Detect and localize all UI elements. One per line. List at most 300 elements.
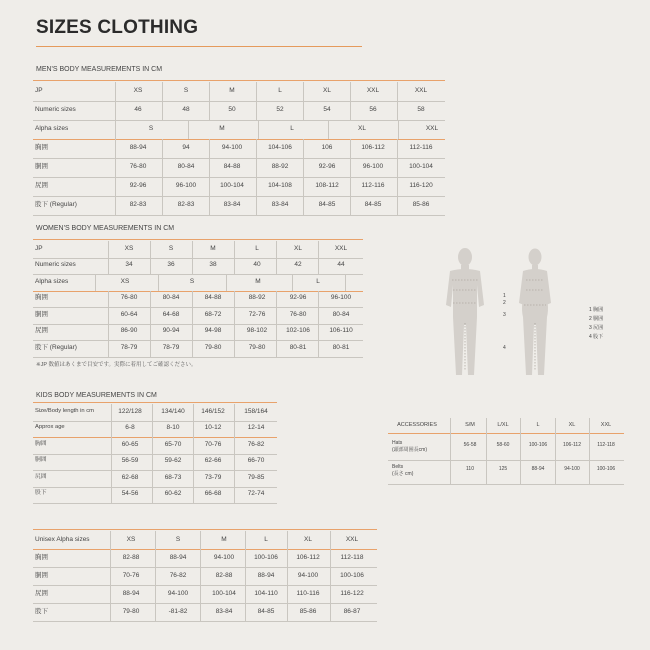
- table-cell: 90-94: [162, 327, 180, 335]
- table-cell: S: [183, 87, 189, 94]
- column-divider: [318, 324, 319, 341]
- column-divider: [200, 549, 201, 567]
- column-divider: [350, 158, 351, 177]
- row-label: Size/Body length in cm: [35, 407, 94, 414]
- column-divider: [150, 340, 151, 357]
- table-cell: S: [148, 125, 154, 132]
- table-cell: 82-88: [215, 571, 233, 579]
- column-divider: [111, 454, 112, 471]
- table-cell: 78-79: [162, 343, 180, 351]
- column-divider: [162, 139, 163, 158]
- table-cell: -81-82: [168, 607, 188, 615]
- table-cell: 76-80: [120, 294, 138, 302]
- column-divider: [398, 120, 399, 139]
- table-top-rule: [33, 402, 277, 403]
- table-cell: 106-110: [329, 327, 353, 335]
- column-divider: [108, 258, 109, 275]
- table-cell: 38: [209, 261, 217, 269]
- row-divider: [33, 101, 445, 102]
- column-divider: [256, 196, 257, 215]
- table-cell: 78-79: [120, 343, 138, 351]
- column-divider: [155, 549, 156, 567]
- column-divider: [200, 603, 201, 621]
- column-divider: [193, 404, 194, 421]
- table-cell: 85-86: [412, 201, 430, 208]
- row-label: Unisex Alpha sizes: [35, 535, 90, 543]
- column-divider: [276, 307, 277, 324]
- row-divider: [33, 470, 277, 471]
- table-cell: 88-92: [271, 163, 289, 170]
- row-label: 胴囲: [35, 163, 48, 170]
- column-divider: [111, 470, 112, 487]
- accessories-cell: 88-94: [531, 466, 545, 472]
- table-cell: 70-76: [204, 440, 222, 448]
- table-cell: 92-96: [129, 182, 147, 189]
- table-cell: 82-83: [177, 201, 195, 208]
- column-divider: [209, 139, 210, 158]
- column-divider: [152, 404, 153, 421]
- column-divider: [303, 82, 304, 101]
- table-cell: 8-10: [166, 424, 180, 432]
- column-divider: [192, 307, 193, 324]
- table-cell: 76-80: [289, 310, 307, 318]
- table-cell: L: [264, 535, 268, 543]
- column-divider: [234, 340, 235, 357]
- table-cell: 108-112: [315, 182, 339, 189]
- table-cell: 54: [323, 106, 331, 113]
- column-divider: [245, 603, 246, 621]
- table-cell: S: [175, 535, 181, 543]
- table-cell: XXL: [414, 87, 428, 94]
- table-cell: 73-79: [204, 473, 222, 481]
- row-label: JP: [35, 244, 43, 252]
- table-cell: 68-73: [164, 473, 182, 481]
- column-divider: [397, 139, 398, 158]
- table-cell: 68-72: [204, 310, 222, 318]
- table-cell: 84-88: [223, 163, 241, 170]
- table-cell: 80-81: [332, 343, 350, 351]
- column-divider: [152, 437, 153, 454]
- table-cell: 84-88: [204, 294, 222, 302]
- table-cell: 58: [417, 106, 425, 113]
- table-cell: 72-76: [248, 310, 266, 318]
- column-divider: [397, 82, 398, 101]
- column-divider: [234, 241, 235, 258]
- row-label: 股下: [35, 607, 48, 615]
- column-divider: [150, 258, 151, 275]
- table-cell: 106-112: [296, 553, 320, 561]
- table-cell: 42: [294, 261, 302, 269]
- column-divider: [345, 274, 346, 291]
- column-divider: [276, 291, 277, 308]
- row-divider: [33, 567, 377, 568]
- table-cell: XS: [126, 535, 136, 543]
- column-divider: [200, 531, 201, 549]
- column-divider: [258, 120, 259, 139]
- accessories-cell: 125: [498, 466, 508, 472]
- column-divider: [276, 324, 277, 341]
- accessories-col-header: L/XL: [497, 422, 509, 428]
- column-divider: [397, 101, 398, 120]
- table-cell: 100-104: [212, 589, 236, 597]
- table-cell: 92-96: [318, 163, 336, 170]
- column-divider: [234, 324, 235, 341]
- column-divider: [115, 177, 116, 196]
- column-divider: [318, 291, 319, 308]
- column-divider: [155, 603, 156, 621]
- table-cell: 100-104: [409, 163, 433, 170]
- table-cell: 60-62: [164, 490, 182, 498]
- column-divider: [111, 421, 112, 438]
- column-divider: [256, 101, 257, 120]
- accessories-cell: 100-106: [596, 466, 616, 472]
- table-cell: 112-116: [361, 182, 385, 189]
- column-divider: [152, 454, 153, 471]
- row-label: JP: [35, 87, 43, 94]
- row-divider: [33, 340, 363, 341]
- column-divider: [330, 567, 331, 585]
- table-cell: 56: [369, 106, 377, 113]
- table-cell: 59-62: [164, 457, 182, 465]
- column-divider: [245, 531, 246, 549]
- table-cell: XXL: [366, 87, 380, 94]
- column-divider: [95, 274, 96, 291]
- accessories-col-header: S/M: [465, 422, 475, 428]
- column-divider: [200, 585, 201, 603]
- row-label: Approx age: [35, 424, 65, 431]
- column-divider: [192, 340, 193, 357]
- column-divider: [234, 454, 235, 471]
- column-divider: [234, 487, 235, 504]
- table-top-rule: [33, 529, 377, 530]
- column-divider: [152, 470, 153, 487]
- table-cell: M: [255, 277, 261, 285]
- row-divider: [33, 603, 377, 604]
- column-divider: [209, 196, 210, 215]
- table-cell: 102-106: [286, 327, 310, 335]
- column-divider: [256, 82, 257, 101]
- accessories-cell: 106-112: [563, 442, 581, 448]
- column-divider: [328, 120, 329, 139]
- table-cell: 72-74: [247, 490, 265, 498]
- column-divider: [192, 258, 193, 275]
- column-divider: [150, 241, 151, 258]
- table-cell: XXL: [345, 535, 359, 543]
- column-divider: [318, 241, 319, 258]
- table-cell: 83-84: [271, 201, 289, 208]
- table-cell: XXL: [334, 244, 348, 252]
- table-cell: 56-59: [121, 457, 139, 465]
- table-cell: 112-116: [409, 144, 433, 151]
- table-cell: 82-88: [122, 553, 140, 561]
- column-divider: [292, 274, 293, 291]
- table-cell: 54-56: [121, 490, 139, 498]
- column-divider: [303, 177, 304, 196]
- table-cell: 80-84: [162, 294, 180, 302]
- table-cell: 36: [167, 261, 175, 269]
- column-divider: [192, 324, 193, 341]
- table-cell: M: [221, 535, 227, 543]
- accessories-col-header: XL: [568, 422, 576, 428]
- table-cell: 94-100: [221, 144, 243, 151]
- column-divider: [162, 196, 163, 215]
- column-divider: [150, 291, 151, 308]
- page-title: SIZES CLOTHING: [36, 17, 199, 38]
- accessories-col-header: XXL: [600, 422, 612, 428]
- column-divider: [158, 274, 159, 291]
- column-divider: [256, 158, 257, 177]
- table-cell: 104-106: [268, 144, 292, 151]
- column-divider: [115, 139, 116, 158]
- figure-marker-3: 3: [503, 312, 506, 318]
- table-cell: 116-122: [340, 589, 364, 597]
- table-cell: 76-82: [169, 571, 187, 579]
- row-divider: [33, 215, 445, 216]
- table-cell: XL: [294, 244, 302, 252]
- column-divider: [234, 470, 235, 487]
- column-divider: [150, 324, 151, 341]
- column-divider: [155, 567, 156, 585]
- column-divider: [108, 241, 109, 258]
- column-divider: [209, 101, 210, 120]
- column-divider: [303, 158, 304, 177]
- table-cell: 88-94: [129, 144, 147, 151]
- table-cell: 96-100: [362, 163, 384, 170]
- accessories-cell: 112-118: [597, 442, 615, 448]
- column-divider: [209, 82, 210, 101]
- column-divider: [303, 196, 304, 215]
- row-label: 股下 (Regular): [35, 343, 77, 351]
- column-divider: [108, 291, 109, 308]
- table-cell: 60-64: [120, 310, 138, 318]
- table-cell: 80-84: [177, 163, 195, 170]
- table-cell: 79-80: [122, 607, 140, 615]
- row-label: 胸囲: [35, 553, 48, 561]
- table-cell: XS: [124, 244, 134, 252]
- column-divider: [350, 139, 351, 158]
- column-divider: [209, 158, 210, 177]
- row-label: Alpha sizes: [35, 125, 69, 132]
- column-divider: [318, 307, 319, 324]
- women-heading: WOMEN'S BODY MEASUREMENTS IN CM: [36, 225, 175, 232]
- accessories-col-header: L: [536, 422, 540, 428]
- column-divider: [226, 274, 227, 291]
- row-divider: [33, 621, 377, 622]
- table-cell: 46: [134, 106, 142, 113]
- column-divider: [330, 549, 331, 567]
- table-cell: 80-84: [332, 310, 350, 318]
- column-divider: [110, 549, 111, 567]
- table-top-rule: [33, 80, 445, 81]
- row-label: 股下: [35, 490, 47, 497]
- column-divider: [193, 470, 194, 487]
- table-cell: 66-68: [204, 490, 222, 498]
- figure-marker-4: 4: [503, 345, 506, 351]
- column-divider: [162, 101, 163, 120]
- table-cell: 83-84: [223, 201, 241, 208]
- column-divider: [256, 177, 257, 196]
- table-cell: 88-92: [248, 294, 266, 302]
- table-cell: M: [210, 244, 216, 252]
- accessories-row-divider: [388, 484, 624, 485]
- table-cell: 94-100: [167, 589, 189, 597]
- row-label: 尻囲: [35, 473, 47, 480]
- column-divider: [115, 101, 116, 120]
- table-cell: L: [290, 125, 294, 132]
- table-cell: 116-120: [409, 182, 433, 189]
- row-label: 股下 (Regular): [35, 201, 77, 208]
- row-divider: [33, 585, 377, 586]
- column-divider: [162, 177, 163, 196]
- row-divider: [33, 177, 445, 178]
- table-cell: M: [219, 125, 225, 132]
- row-divider: [33, 258, 363, 259]
- table-cell: 104-110: [254, 589, 278, 597]
- column-divider: [162, 82, 163, 101]
- accessories-column-divider: [486, 418, 487, 484]
- column-divider: [200, 567, 201, 585]
- table-cell: XS: [133, 87, 143, 94]
- table-cell: 80-81: [289, 343, 307, 351]
- table-cell: XS: [120, 277, 130, 285]
- table-cell: 96-100: [175, 182, 197, 189]
- table-cell: L: [278, 87, 282, 94]
- figure-marker-1: 1: [503, 293, 506, 299]
- column-divider: [152, 487, 153, 504]
- row-label: 胴囲: [35, 310, 48, 318]
- table-cell: 34: [125, 261, 133, 269]
- accessories-cell: 94-100: [564, 466, 580, 472]
- column-divider: [287, 531, 288, 549]
- column-divider: [276, 258, 277, 275]
- row-divider: [33, 357, 363, 358]
- row-divider: [33, 120, 445, 121]
- column-divider: [234, 421, 235, 438]
- column-divider: [110, 603, 111, 621]
- row-divider: [33, 158, 445, 159]
- column-divider: [162, 158, 163, 177]
- table-cell: 60-65: [121, 440, 139, 448]
- table-cell: 50: [228, 106, 236, 113]
- column-divider: [115, 196, 116, 215]
- column-divider: [111, 437, 112, 454]
- table-cell: 84-85: [257, 607, 275, 615]
- body-figures-illustration: [430, 245, 570, 385]
- row-divider: [33, 454, 277, 455]
- column-divider: [108, 324, 109, 341]
- table-cell: 65-70: [164, 440, 182, 448]
- table-cell: 70-76: [122, 571, 140, 579]
- row-divider: [33, 274, 363, 275]
- table-cell: 100-104: [220, 182, 244, 189]
- kids-heading: KIDS BODY MEASUREMENTS IN CM: [36, 392, 157, 399]
- column-divider: [234, 307, 235, 324]
- column-divider: [150, 307, 151, 324]
- table-cell: 79-85: [247, 473, 265, 481]
- table-cell: 82-83: [129, 201, 147, 208]
- column-divider: [350, 101, 351, 120]
- table-cell: 94-98: [204, 327, 222, 335]
- table-cell: 52: [276, 106, 284, 113]
- column-divider: [287, 585, 288, 603]
- table-cell: 106-112: [361, 144, 385, 151]
- table-cell: 6-8: [125, 424, 135, 432]
- row-label: 尻囲: [35, 182, 48, 189]
- table-cell: 76-82: [247, 440, 265, 448]
- table-cell: 64-68: [162, 310, 180, 318]
- column-divider: [193, 454, 194, 471]
- accessories-column-divider: [520, 418, 521, 484]
- column-divider: [155, 531, 156, 549]
- column-divider: [108, 307, 109, 324]
- accessories-column-divider: [589, 418, 590, 484]
- table-cell: 86-90: [120, 327, 138, 335]
- column-divider: [152, 421, 153, 438]
- figure-marker-2: 2: [503, 300, 506, 306]
- row-label: Numeric sizes: [35, 106, 76, 113]
- table-cell: 122/128: [118, 407, 142, 415]
- table-cell: 66-70: [247, 457, 265, 465]
- table-cell: 79-80: [204, 343, 222, 351]
- table-cell: 158/164: [244, 407, 268, 415]
- row-divider: [33, 437, 277, 438]
- accessories-row-label: Hats (頭部周囲長cm): [392, 440, 427, 453]
- column-divider: [110, 567, 111, 585]
- accessories-column-divider: [450, 418, 451, 484]
- column-divider: [318, 258, 319, 275]
- table-cell: 100-106: [254, 553, 278, 561]
- table-cell: 10-12: [204, 424, 222, 432]
- legend-hip: 3 尻囲: [589, 325, 604, 331]
- row-label: 胸囲: [35, 294, 48, 302]
- column-divider: [115, 82, 116, 101]
- table-cell: 98-102: [246, 327, 268, 335]
- title-divider: [36, 46, 362, 47]
- column-divider: [193, 437, 194, 454]
- column-divider: [234, 291, 235, 308]
- column-divider: [303, 139, 304, 158]
- row-label: 尻囲: [35, 327, 48, 335]
- column-divider: [115, 120, 116, 139]
- column-divider: [245, 549, 246, 567]
- row-divider: [33, 139, 445, 140]
- table-cell: M: [229, 87, 235, 94]
- accessories-cell: 56-58: [463, 442, 477, 448]
- table-cell: 84-85: [364, 201, 382, 208]
- column-divider: [245, 585, 246, 603]
- table-cell: 83-84: [215, 607, 233, 615]
- table-cell: 62-66: [204, 457, 222, 465]
- column-divider: [397, 158, 398, 177]
- column-divider: [234, 437, 235, 454]
- table-cell: XL: [304, 535, 312, 543]
- table-cell: 100-106: [340, 571, 364, 579]
- column-divider: [287, 549, 288, 567]
- accessories-cell: 100-106: [528, 442, 548, 448]
- table-cell: 85-86: [299, 607, 317, 615]
- men-heading: MEN'S BODY MEASUREMENTS IN CM: [36, 66, 163, 73]
- table-cell: 88-94: [122, 589, 140, 597]
- table-top-rule: [33, 239, 363, 240]
- column-divider: [110, 531, 111, 549]
- column-divider: [111, 487, 112, 504]
- column-divider: [287, 567, 288, 585]
- table-cell: 106: [321, 144, 333, 151]
- row-label: 胴囲: [35, 457, 47, 464]
- table-cell: 88-94: [257, 571, 275, 579]
- column-divider: [155, 585, 156, 603]
- table-cell: 94-100: [213, 553, 235, 561]
